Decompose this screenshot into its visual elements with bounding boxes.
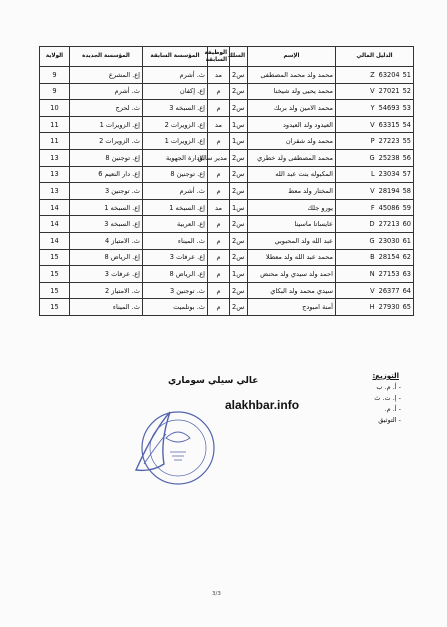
cell-prev-school: ث. أشرم	[143, 183, 208, 200]
cell-prev-function: م	[208, 249, 230, 266]
official-stamp	[126, 400, 222, 496]
cell-state: 9	[40, 67, 70, 84]
cell-id-number: 63204	[378, 70, 400, 79]
cell-state: 9	[40, 83, 70, 100]
cell-state: 13	[40, 149, 70, 166]
cell-prev-function: مد	[208, 67, 230, 84]
cell-new-school: إع. السبخه 3	[70, 216, 143, 233]
cell-name: محمد عبد الله ولد معطلا	[248, 249, 336, 266]
cell-id-number: 28194	[378, 186, 400, 195]
table-row	[40, 249, 414, 266]
cell-id	[336, 149, 414, 166]
cell-letter: F	[370, 203, 375, 212]
cell-id	[336, 299, 414, 316]
cell-id	[336, 249, 414, 266]
table-row	[40, 166, 414, 183]
cell-prev-function: م	[208, 266, 230, 283]
signer-name: عالي سيلي سوماري	[168, 376, 259, 386]
table-header-row	[40, 47, 414, 67]
table-row	[40, 232, 414, 249]
cell-prev-school: إع. إكفان	[143, 83, 208, 100]
cell-letter: P	[370, 137, 375, 146]
cell-prev-function: مد	[208, 199, 230, 216]
cell-row-number: 60	[402, 220, 411, 229]
cell-id	[336, 183, 414, 200]
cell-new-school: إع. عرفات 3	[70, 266, 143, 283]
cell-id-number: 63315	[378, 120, 400, 129]
cell-id	[336, 282, 414, 299]
cell-prev-function: م	[208, 83, 230, 100]
cell-name: آمنة امبودج	[248, 299, 336, 316]
cell-id	[336, 83, 414, 100]
header-state: الولاية	[40, 47, 70, 67]
cell-id-number: 27930	[378, 303, 400, 312]
cell-state: 14	[40, 232, 70, 249]
cell-prev-function: م	[208, 216, 230, 233]
watermark-text: alakhbar.info	[225, 398, 300, 412]
cell-prev-school: إع. الزويرات 2	[143, 116, 208, 133]
cell-id	[336, 232, 414, 249]
cell-state: 11	[40, 116, 70, 133]
cell-new-school: ث. الزويرات 2	[70, 133, 143, 150]
table-row	[40, 266, 414, 283]
cell-letter: Z	[370, 70, 375, 79]
table-row	[40, 299, 414, 316]
header-name: الإسم	[248, 47, 336, 67]
cell-new-school: إع. المشرع	[70, 67, 143, 84]
cell-letter: V	[370, 120, 375, 129]
cell-new-school: إع. توجنين 8	[70, 149, 143, 166]
cell-state: 13	[40, 183, 70, 200]
cell-new-school: ث. توجنين 3	[70, 183, 143, 200]
cell-name: محمد ولد شقران	[248, 133, 336, 150]
cell-id-number: 45086	[378, 203, 400, 212]
cell-new-school: ث. الامتياز 4	[70, 232, 143, 249]
cell-name: سيدي محمد ولد البكاي	[248, 282, 336, 299]
cell-id-number: 27223	[378, 137, 400, 146]
cell-rank: س2	[230, 166, 248, 183]
cell-id	[336, 116, 414, 133]
cell-rank: س2	[230, 183, 248, 200]
table-row	[40, 216, 414, 233]
cell-new-school: إع. الرياض 8	[70, 249, 143, 266]
cell-prev-school: إع. العربية	[143, 216, 208, 233]
cell-letter: G	[369, 236, 375, 245]
cell-prev-school: إع. عرفات 3	[143, 249, 208, 266]
cell-name: يورو جلك	[248, 199, 336, 216]
cell-letter: V	[370, 186, 375, 195]
cell-new-school: إع. دار النعيم 6	[70, 166, 143, 183]
header-prev-function: الوظيفة السابقة	[208, 47, 230, 67]
distribution-item: - أ. م.	[374, 404, 401, 415]
table-row	[40, 67, 414, 84]
cell-rank: س2	[230, 149, 248, 166]
cell-state: 15	[40, 299, 70, 316]
cell-row-number: 54	[402, 120, 411, 129]
cell-row-number: 62	[402, 253, 411, 262]
distribution-list	[374, 382, 401, 426]
cell-state: 11	[40, 133, 70, 150]
table-row	[40, 133, 414, 150]
cell-prev-school: ث. أشرم	[143, 67, 208, 84]
cell-id-number: 28154	[378, 253, 400, 262]
cell-state: 15	[40, 249, 70, 266]
cell-letter: V	[370, 87, 375, 96]
cell-state: 15	[40, 282, 70, 299]
cell-rank: س1	[230, 133, 248, 150]
cell-id	[336, 199, 414, 216]
cell-letter: Y	[370, 103, 375, 112]
table-row	[40, 149, 414, 166]
cell-rank: س2	[230, 249, 248, 266]
cell-rank: س2	[230, 100, 248, 117]
cell-row-number: 52	[402, 87, 411, 96]
cell-id	[336, 166, 414, 183]
cell-name: عبد الله ولد المحبوبي	[248, 232, 336, 249]
cell-row-number: 64	[402, 286, 411, 295]
table-row	[40, 100, 414, 117]
cell-prev-function: م	[208, 282, 230, 299]
cell-id-number: 25238	[378, 153, 400, 162]
cell-new-school: ث. لحرج	[70, 100, 143, 117]
cell-state: 13	[40, 166, 70, 183]
cell-name: المختار ولد معط	[248, 183, 336, 200]
cell-prev-school: إع. الرياض 8	[143, 266, 208, 283]
table-row	[40, 282, 414, 299]
page-number: 3/3	[212, 591, 221, 597]
transfer-table	[39, 46, 414, 316]
distribution-item: - أ. م. ب	[374, 382, 401, 393]
cell-letter: G	[369, 153, 375, 162]
cell-state: 10	[40, 100, 70, 117]
cell-id-number: 27153	[378, 269, 400, 278]
cell-prev-school: إع. السبخه 3	[143, 100, 208, 117]
cell-row-number: 61	[402, 236, 411, 245]
cell-id-number: 27213	[378, 220, 400, 229]
table-row	[40, 183, 414, 200]
cell-new-school: ث. الامتياز 2	[70, 282, 143, 299]
cell-new-school: إع. السبخه 1	[70, 199, 143, 216]
cell-rank: س2	[230, 216, 248, 233]
table-row	[40, 83, 414, 100]
cell-name: المكبوله بنت عبد الله	[248, 166, 336, 183]
cell-prev-school: إع. الزويرات 1	[143, 133, 208, 150]
cell-prev-school: إع. السبخه 1	[143, 199, 208, 216]
distribution-item: - التوثيق	[374, 415, 401, 426]
cell-id-number: 26377	[378, 286, 400, 295]
cell-prev-function: مدير سابق	[208, 149, 230, 166]
cell-prev-school: الإدارة الجهوية	[143, 149, 208, 166]
cell-id-number: 23034	[378, 170, 400, 179]
cell-new-school: ث. الميناء	[70, 299, 143, 316]
cell-row-number: 63	[402, 269, 411, 278]
cell-new-school: إع. الزويرات 1	[70, 116, 143, 133]
cell-state: 14	[40, 216, 70, 233]
cell-letter: L	[370, 170, 375, 179]
distribution-title: التوزيع:	[372, 372, 399, 380]
cell-name: محمد يحيى ولد شيخنا	[248, 83, 336, 100]
cell-prev-function: م	[208, 133, 230, 150]
header-id: الدليل المالي	[336, 47, 414, 67]
cell-name: عايساتا ماسينا	[248, 216, 336, 233]
cell-state: 14	[40, 199, 70, 216]
cell-row-number: 51	[402, 70, 411, 79]
cell-prev-function: م	[208, 232, 230, 249]
cell-rank: س1	[230, 116, 248, 133]
cell-letter: N	[369, 269, 375, 278]
cell-prev-school: إع. توجنين 8	[143, 166, 208, 183]
cell-prev-function: م	[208, 183, 230, 200]
cell-id	[336, 133, 414, 150]
cell-row-number: 59	[402, 203, 411, 212]
cell-row-number: 56	[402, 153, 411, 162]
header-rank: السلك	[230, 47, 248, 67]
cell-prev-function: م	[208, 166, 230, 183]
table-row	[40, 199, 414, 216]
cell-row-number: 55	[402, 137, 411, 146]
cell-name: احمد ولد سيدي ولد محنض	[248, 266, 336, 283]
cell-id-number: 54693	[378, 103, 400, 112]
cell-rank: س2	[230, 299, 248, 316]
cell-rank: س2	[230, 232, 248, 249]
cell-id	[336, 100, 414, 117]
header-prev-school: المؤسسة السابقة	[143, 47, 208, 67]
cell-letter: D	[369, 220, 375, 229]
cell-name: العيدود ولد العيدود	[248, 116, 336, 133]
table-row	[40, 116, 414, 133]
cell-rank: س2	[230, 67, 248, 84]
header-new-school: المؤسسة الجديدة	[70, 47, 143, 67]
cell-id	[336, 67, 414, 84]
cell-id	[336, 216, 414, 233]
cell-rank: س1	[230, 266, 248, 283]
cell-prev-function: مد	[208, 116, 230, 133]
cell-new-school: ث. أشرم	[70, 83, 143, 100]
cell-letter: V	[370, 286, 375, 295]
cell-row-number: 53	[402, 103, 411, 112]
cell-rank: س2	[230, 282, 248, 299]
cell-prev-school: ث. توجنين 3	[143, 282, 208, 299]
cell-rank: س2	[230, 83, 248, 100]
cell-rank: س1	[230, 199, 248, 216]
cell-name: محمد المصطفى ولد خطري	[248, 149, 336, 166]
cell-prev-school: ث. الميناء	[143, 232, 208, 249]
cell-state: 15	[40, 266, 70, 283]
cell-letter: H	[369, 303, 375, 312]
cell-prev-school: ث. بوتلميت	[143, 299, 208, 316]
cell-id-number: 23030	[378, 236, 400, 245]
cell-id-number: 27021	[378, 87, 400, 96]
cell-row-number: 58	[402, 186, 411, 195]
cell-name: محمد ولد محمد المصطفى	[248, 67, 336, 84]
cell-prev-function: م	[208, 299, 230, 316]
distribution-item: - إ. ت. ث	[374, 393, 401, 404]
cell-prev-function: م	[208, 100, 230, 117]
cell-row-number: 65	[402, 303, 411, 312]
cell-row-number: 57	[402, 170, 411, 179]
cell-name: محمد الامين ولد بربك	[248, 100, 336, 117]
cell-id	[336, 266, 414, 283]
cell-letter: B	[370, 253, 375, 262]
